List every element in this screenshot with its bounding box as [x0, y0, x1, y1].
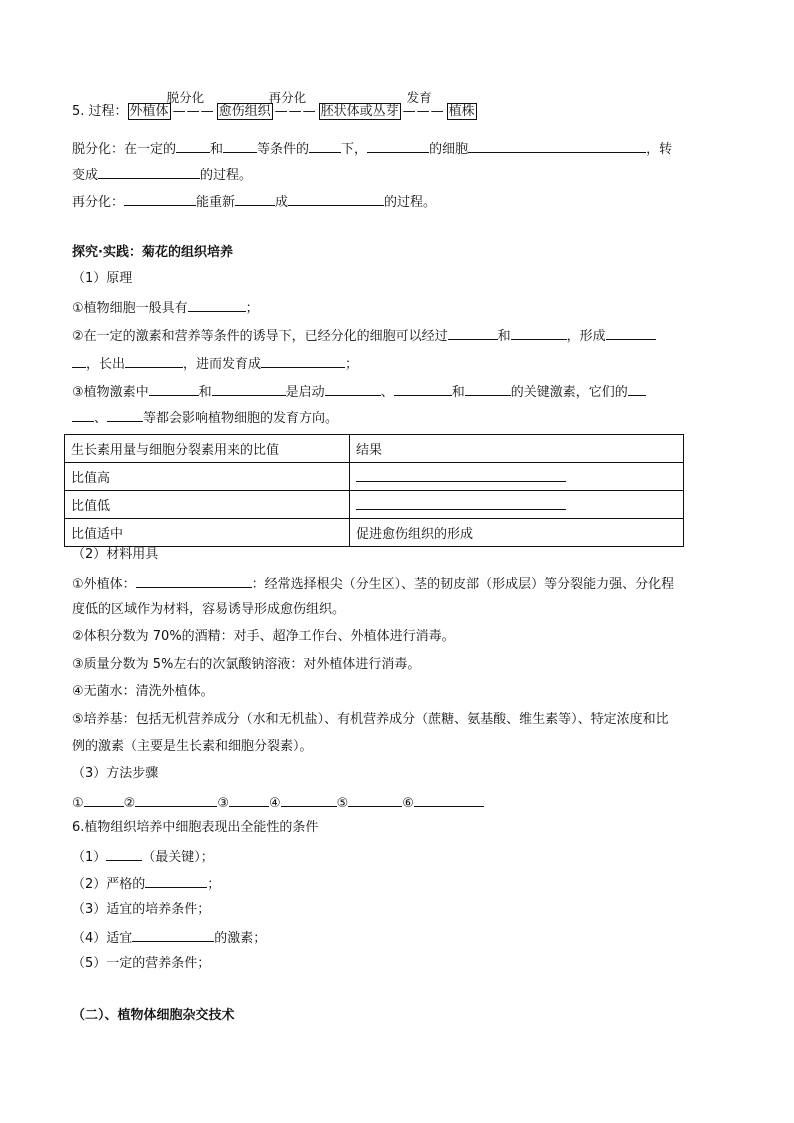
rediff-line	[72, 191, 436, 213]
blank[interactable]	[176, 138, 210, 153]
condition-2	[72, 873, 220, 895]
dediff-text: 变成	[72, 168, 99, 183]
principle-text: ，进而发育成	[183, 357, 262, 372]
materials-title: （2）材料用具	[72, 547, 159, 562]
dediff-text: 的过程。	[200, 168, 253, 183]
dediff-text: 和	[210, 142, 224, 157]
condition-text: （1）	[72, 850, 107, 865]
materials-item-1-cont: 度低的区域作为材料，容易诱导形成愈伤组织。	[72, 602, 346, 617]
arrow-dashes: ———	[172, 104, 215, 119]
principle-text: 和	[198, 385, 212, 400]
rediff-text: 成	[275, 195, 289, 210]
blank[interactable]	[367, 138, 429, 153]
condition-text: （2）严格的	[72, 877, 146, 892]
arrow-label-redifferentiation: 再分化	[268, 90, 307, 105]
condition-4	[72, 927, 266, 949]
materials-item-5: ⑤培养基：包括无机营养成分（水和无机盐）、有机营养成分（蔗糖、氨基酸、维生素等）、特定浓度和比	[72, 712, 669, 727]
blank[interactable]	[124, 191, 196, 206]
principle-text: 的关键激素，它们的	[510, 385, 628, 400]
materials-item-3: ③质量分数为 5%左右的次氯酸钠溶液：对外植体进行消毒。	[72, 657, 421, 672]
blank[interactable]	[468, 138, 646, 153]
table-cell: 促进愈伤组织的形成	[350, 519, 684, 547]
blank[interactable]	[212, 381, 286, 396]
blank[interactable]	[281, 792, 337, 807]
table-cell: 比值低	[65, 491, 350, 519]
blank[interactable]	[107, 407, 143, 422]
method-steps	[72, 792, 484, 814]
dediff-text: 等条件的	[257, 142, 310, 157]
blank[interactable]	[132, 927, 214, 942]
stage-plant: 植株	[448, 104, 475, 119]
arrow-development	[401, 90, 447, 122]
dediff-line-1	[72, 138, 672, 160]
rediff-text: 的过程。	[384, 195, 437, 210]
rediff-text: 能重新	[196, 195, 236, 210]
principle-text: ③植物激素中	[72, 385, 149, 400]
blank[interactable]	[309, 138, 341, 153]
principle-text: ，长出	[86, 357, 126, 372]
explore-title: 探究·实践：菊花的组织培养	[72, 245, 233, 260]
principle-text: 、	[94, 411, 108, 426]
condition-text: ；	[207, 877, 221, 892]
arrow-redifferentiation	[268, 90, 319, 122]
principle-title: （1）原理	[72, 271, 133, 286]
blank[interactable]	[84, 792, 124, 807]
condition-5: （5）一定的营养条件；	[72, 956, 211, 971]
blank[interactable]	[229, 792, 269, 807]
materials-text: ：经常选择根尖（分生区）、茎的韧皮部（形成层）等分裂能力强、分化程	[251, 577, 675, 592]
principle-item-3	[72, 381, 646, 403]
blank[interactable]	[356, 467, 566, 482]
table-header-cell: 生长素用量与细胞分裂素用来的比值	[65, 435, 350, 463]
table-cell: 比值高	[65, 463, 350, 491]
step-mark: ④	[268, 796, 281, 811]
blank[interactable]	[448, 325, 498, 340]
stage-explant: 外植体	[129, 104, 169, 119]
blank[interactable]	[72, 353, 86, 368]
principle-text: 等都会影响植物细胞的发育方向。	[143, 411, 339, 426]
condition-1	[72, 846, 214, 868]
materials-item-2: ②体积分数为 70%的酒精：对手、超净工作台、外植体进行消毒。	[72, 629, 455, 644]
stage-callus: 愈伤组织	[218, 104, 271, 119]
blank[interactable]	[106, 846, 142, 861]
table-cell-answer[interactable]	[350, 463, 684, 491]
blank[interactable]	[356, 495, 566, 510]
blank[interactable]	[465, 381, 511, 396]
arrow-label-dedifferentiation: 脱分化	[166, 90, 205, 105]
principle-item-2-cont	[72, 353, 358, 375]
blank[interactable]	[223, 138, 257, 153]
blank[interactable]	[288, 191, 384, 206]
blank[interactable]	[511, 325, 567, 340]
materials-text: ①外植体：	[72, 577, 136, 592]
step-mark: ②	[123, 796, 136, 811]
condition-text: （最关键）；	[142, 850, 214, 865]
condition-text: 的激素；	[214, 931, 267, 946]
arrow-dashes: ———	[274, 104, 317, 119]
arrow-dashes: ———	[402, 104, 445, 119]
table-cell: 比值适中	[65, 519, 350, 547]
dediff-text: 的细胞	[429, 142, 469, 157]
step-mark: ⑤	[336, 796, 349, 811]
principle-text: ①植物细胞一般具有	[72, 301, 188, 316]
conditions-title: 6.植物组织培养中细胞表现出全能性的条件	[72, 820, 319, 835]
table-row	[65, 519, 684, 547]
table-header-row	[65, 435, 684, 463]
blank[interactable]	[149, 381, 199, 396]
arrow-dedifferentiation	[166, 90, 217, 122]
process-line	[72, 90, 477, 122]
table-header-cell: 结果	[350, 435, 684, 463]
blank[interactable]	[136, 573, 252, 588]
blank[interactable]	[348, 792, 402, 807]
step-mark: ⑥	[402, 796, 414, 811]
step-mark: ①	[72, 796, 84, 811]
principle-text: ，形成	[566, 329, 606, 344]
stage-embryoid: 胚状体或丛芽	[320, 104, 399, 119]
dediff-text: 下，	[341, 142, 368, 157]
dediff-text: ，转	[646, 142, 673, 157]
blank[interactable]	[414, 792, 484, 807]
blank[interactable]	[261, 353, 345, 368]
arrow-label-development: 发育	[406, 90, 432, 105]
blank[interactable]	[125, 353, 183, 368]
principle-text: 、	[380, 385, 394, 400]
table-row	[65, 491, 684, 519]
condition-3: （3）适宜的培养条件；	[72, 902, 211, 917]
table-row	[65, 463, 684, 491]
blank[interactable]	[235, 191, 275, 206]
materials-item-5-cont: 例的激素（主要是生长素和细胞分裂素）。	[72, 739, 313, 754]
blank[interactable]	[72, 407, 94, 422]
principle-text: 和	[451, 385, 465, 400]
step-mark: ③	[217, 796, 229, 811]
blank[interactable]	[188, 297, 246, 312]
condition-text: （4）适宜	[72, 931, 133, 946]
principle-text: ；	[345, 357, 359, 372]
blank[interactable]	[394, 381, 452, 396]
dediff-text: 脱分化：在一定的	[72, 142, 177, 157]
materials-item-4: ④无菌水：清洗外植体。	[72, 684, 214, 699]
principle-item-1	[72, 297, 259, 319]
process-label: 5. 过程：	[72, 104, 128, 119]
blank[interactable]	[325, 381, 381, 396]
principle-text: 是启动	[285, 385, 325, 400]
principle-text: ；	[245, 301, 259, 316]
blank[interactable]	[145, 873, 207, 888]
blank[interactable]	[98, 164, 200, 179]
table-cell-answer[interactable]	[350, 491, 684, 519]
section-2-title: （二）、植物体细胞杂交技术	[72, 1008, 235, 1023]
materials-item-1	[72, 573, 674, 595]
method-title: （3）方法步骤	[72, 766, 159, 781]
principle-text: 和	[497, 329, 511, 344]
dediff-line-2	[72, 164, 252, 186]
blank[interactable]	[628, 381, 646, 396]
principle-text: ②在一定的激素和营养等条件的诱导下，已经分化的细胞可以经过	[72, 329, 448, 344]
blank[interactable]	[135, 792, 217, 807]
blank[interactable]	[606, 325, 656, 340]
rediff-text: 再分化：	[72, 195, 125, 210]
principle-item-3-cont	[72, 407, 338, 429]
principle-item-2	[72, 325, 656, 347]
hormone-ratio-table	[64, 434, 684, 547]
